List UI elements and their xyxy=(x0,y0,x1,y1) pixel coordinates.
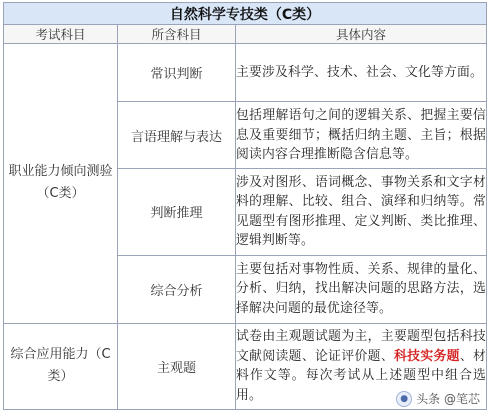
watermark xyxy=(393,389,483,408)
table-title: 自然科学专技类（C类） xyxy=(4,3,487,25)
subject-cell: 常识判断 xyxy=(118,44,236,102)
subject-cell: 主观题 xyxy=(118,323,236,409)
exam-cell-aptitude: 职业能力倾向测验（C类） xyxy=(4,44,118,324)
header-subject: 所含科目 xyxy=(118,25,236,44)
exam-table xyxy=(3,2,487,410)
subject-cell: 综合分析 xyxy=(118,255,236,323)
content-cell: 涉及对图形、语词概念、事物关系和文字材料的理解、比较、组合、演绎和归纳等。常见题型有图形推理、定义判断、类比推理、逻辑判断等。 xyxy=(236,169,487,255)
content-cell: 包括理解语句之间的逻辑关系、把握主要信息及重要细节；概括归纳主题、主旨；根据阅读内容合理推断隐含信息等。 xyxy=(236,102,487,169)
header-content: 具体内容 xyxy=(236,25,487,44)
toutiao-logo-icon: ● xyxy=(396,391,412,407)
content-cell: 主要涉及科学、技术、社会、文化等方面。 xyxy=(236,44,487,102)
exam-cell-application: 综合应用能力（C类） xyxy=(4,323,118,409)
table-header-row xyxy=(4,25,487,44)
content-text: 、材料作文等。每次考试从上述题型中组合选用。 xyxy=(236,348,487,403)
content-cell: 主要包括对事物性质、关系、规律的量化、分析、归纳，找出解决问题的思路方法，选择解决问题的最优途径等。 xyxy=(236,255,487,323)
header-exam: 考试科目 xyxy=(4,25,118,44)
subject-cell: 言语理解与表达 xyxy=(118,102,236,169)
table-title-row xyxy=(4,3,487,25)
subject-cell: 判断推理 xyxy=(118,169,236,255)
watermark-text: 头条 @笔芯 xyxy=(416,392,480,406)
highlight-text: 科技实务题 xyxy=(394,348,460,364)
content-text: 试卷由主观题试题为主，主要题型包括科技文献阅读题、论证评价题、 xyxy=(236,329,487,364)
table-row xyxy=(4,44,487,102)
